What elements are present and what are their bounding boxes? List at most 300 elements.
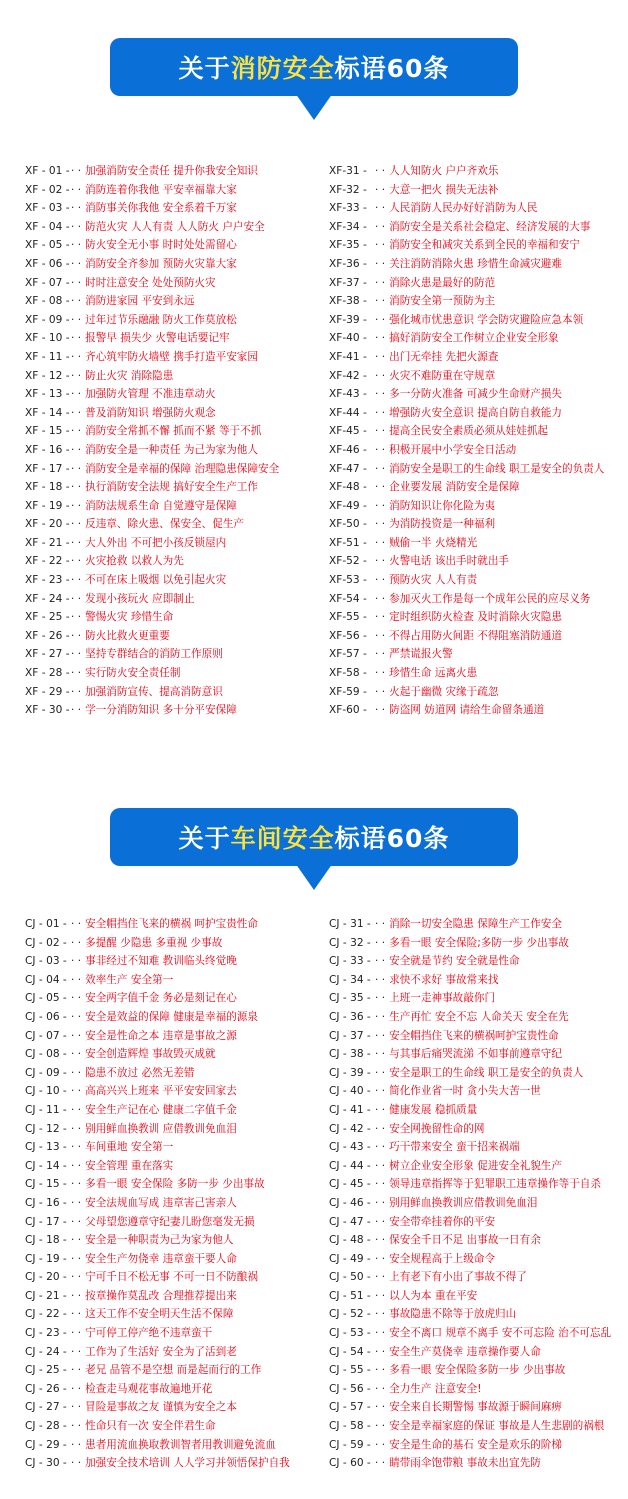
slogan-item	[25, 1120, 290, 1139]
separator-dots: · ·	[375, 1215, 386, 1228]
slogan-item	[329, 515, 604, 534]
slogan-item	[329, 441, 604, 460]
slogan-text: 多一分防火准备 可减少生命财产损失	[389, 388, 562, 401]
slogan-text: 安全管理 重在落实	[85, 1159, 174, 1172]
slogan-code: CJ - 30 -	[25, 1457, 67, 1470]
slogan-text: 防止火灾 消除隐患	[85, 369, 174, 382]
separator-dots: · ·	[71, 1345, 82, 1358]
slogan-item	[329, 199, 604, 218]
separator-dots: · ·	[375, 183, 386, 196]
slogan-text: 不可在床上吸烟 以免引起火灾	[85, 574, 227, 587]
slogan-text: 关注消防消除火患 珍惜生命减灾避难	[389, 257, 562, 270]
slogan-code: XF - 25 -	[25, 611, 70, 624]
slogan-item	[329, 1454, 611, 1473]
slogan-text: 与其事后痛哭流涕 不如事前遵章守纪	[389, 1048, 562, 1061]
slogan-code: CJ - 28 -	[25, 1420, 67, 1433]
banner-title	[110, 808, 518, 866]
slogan-item	[25, 1231, 290, 1250]
slogan-code: CJ - 37 -	[329, 1029, 371, 1042]
separator-dots: · ·	[71, 555, 82, 568]
slogan-item	[25, 311, 279, 330]
slogan-code: XF - 19 -	[25, 499, 70, 512]
slogan-item	[25, 162, 279, 181]
slogan-text: 安全网挽留性命的网	[389, 1122, 485, 1135]
slogan-text: 消防连着你我他 平安幸福靠大家	[85, 183, 237, 196]
slogan-text: 安全创造辉煌 事故毁灭成就	[85, 1048, 216, 1061]
separator-dots: · ·	[375, 1196, 386, 1209]
slogan-text: 安全是职工的生命线 职工是安全的负责人	[389, 1066, 584, 1079]
separator-dots: · ·	[71, 462, 82, 475]
slogan-item	[25, 1417, 290, 1436]
separator-dots: · ·	[71, 202, 82, 215]
slogan-text: 多提醒 少隐患 多重视 少事故	[85, 936, 223, 949]
separator-dots: · ·	[375, 1438, 386, 1451]
separator-dots: · ·	[375, 1308, 386, 1321]
separator-dots: · ·	[71, 1178, 82, 1191]
slogan-code: CJ - 29 -	[25, 1438, 67, 1451]
slogan-code: XF-32 -	[329, 183, 367, 196]
slogan-text: 反违章、除火患、保安全、促生产	[85, 518, 245, 531]
slogan-item	[25, 534, 279, 553]
slogan-text: 多看一眼 安全保险多防一步 少出事故	[389, 1364, 566, 1377]
slogan-code: XF-52 -	[329, 555, 367, 568]
separator-dots: · ·	[71, 592, 82, 605]
slogan-text: 发现小孩玩火 应即制止	[85, 592, 195, 605]
slogan-text: 宁可停工停产绝不违章蛮干	[85, 1327, 213, 1340]
slogan-item	[329, 1064, 611, 1083]
separator-dots: · ·	[71, 165, 82, 177]
separator-dots: · ·	[375, 388, 386, 401]
slogan-code: CJ - 27 -	[25, 1401, 67, 1414]
slogan-code: CJ - 36 -	[329, 1010, 371, 1023]
slogan-text: 按章操作莫乱改 合理推荐提出来	[85, 1289, 237, 1302]
slogan-item	[329, 664, 604, 683]
slogan-text: 生产再忙 安全不忘 人命关天 安全在先	[389, 1010, 569, 1023]
slogan-code: CJ - 06 -	[25, 1010, 67, 1023]
slogan-item	[329, 701, 604, 720]
slogan-code: CJ - 51 -	[329, 1289, 371, 1302]
slogan-item	[329, 1324, 611, 1343]
slogan-code: CJ - 10 -	[25, 1085, 67, 1098]
slogan-code: XF - 26 -	[25, 629, 70, 642]
separator-dots: · ·	[71, 276, 82, 289]
slogan-text: 消除火患是最好的防范	[389, 276, 496, 289]
slogan-code: CJ - 49 -	[329, 1252, 371, 1265]
separator-dots: · ·	[71, 443, 82, 456]
slogan-code: XF - 12 -	[25, 369, 70, 382]
slogan-text: 消防安全是职工的生命线 职工是安全的负责人	[389, 462, 605, 475]
slogan-code: XF-55 -	[329, 611, 367, 624]
slogan-text: 全力生产 注意安全!	[389, 1382, 482, 1395]
separator-dots: · ·	[71, 629, 82, 642]
slogan-item	[329, 915, 611, 934]
slogan-code: CJ - 58 -	[329, 1420, 371, 1433]
slogan-text: 人民消防人民办好好消防为人民	[389, 202, 538, 215]
slogan-item	[329, 590, 604, 609]
slogan-text: 消防事关你我他 安全系着千万家	[85, 202, 237, 215]
separator-dots: · ·	[375, 1271, 386, 1284]
separator-dots: · ·	[375, 704, 386, 717]
slogan-item	[329, 218, 604, 237]
separator-dots: · ·	[375, 220, 386, 233]
separator-dots: · ·	[375, 202, 386, 215]
slogan-text: 安全帽挡住飞来的横祸呵护宝贵性命	[389, 1029, 559, 1042]
slogan-code: XF-44 -	[329, 406, 367, 419]
separator-dots: · ·	[71, 183, 82, 196]
slogan-text: 火起于幽微 灾缘于疏忽	[389, 685, 499, 698]
slogan-text: 消防安全第一预防为主	[389, 295, 496, 308]
slogan-item	[25, 218, 279, 237]
separator-dots: · ·	[375, 499, 386, 512]
slogan-code: CJ - 57 -	[329, 1401, 371, 1414]
separator-dots: · ·	[71, 1048, 82, 1061]
slogan-text: 人人知防火 户户齐欢乐	[389, 165, 499, 177]
slogan-text: 企业要发展 消防安全是保障	[389, 481, 520, 494]
slogan-text: 工作为了生活好 安全为了活到老	[85, 1345, 237, 1358]
slogan-code: XF-58 -	[329, 667, 367, 680]
slogan-code: XF - 14 -	[25, 406, 70, 419]
slogan-text: 不得占用防火间距 不得阻塞消防通道	[389, 629, 562, 642]
slogan-item	[25, 441, 279, 460]
slogan-code: XF - 06 -	[25, 257, 70, 270]
slogan-code: XF-51 -	[329, 536, 367, 549]
separator-dots: · ·	[71, 518, 82, 531]
slogan-list-workshop-left	[25, 915, 290, 1473]
slogan-text: 安全生产勿侥幸 违章蛮干要人命	[85, 1252, 237, 1265]
separator-dots: · ·	[375, 481, 386, 494]
slogan-code: XF - 27 -	[25, 648, 70, 661]
separator-dots: · ·	[71, 1066, 82, 1079]
separator-dots: · ·	[71, 388, 82, 401]
separator-dots: · ·	[375, 973, 386, 986]
slogan-item	[329, 311, 604, 330]
separator-dots: · ·	[71, 667, 82, 680]
separator-dots: · ·	[375, 1029, 386, 1042]
slogan-text: 消防知识让你化险为夷	[389, 499, 496, 512]
separator-dots: · ·	[71, 1420, 82, 1433]
slogan-code: CJ - 24 -	[25, 1345, 67, 1358]
slogan-text: 效率生产 安全第一	[85, 973, 174, 986]
slogan-code: CJ - 26 -	[25, 1382, 67, 1395]
slogan-code: XF - 20 -	[25, 518, 70, 531]
slogan-code: CJ - 01 -	[25, 918, 67, 930]
slogan-item	[25, 701, 279, 720]
slogan-item	[25, 181, 279, 200]
slogan-code: CJ - 13 -	[25, 1141, 67, 1154]
slogan-item	[329, 1101, 611, 1120]
section-banner-fire	[110, 38, 518, 126]
title-prefix: 关于	[178, 54, 231, 83]
separator-dots: · ·	[71, 936, 82, 949]
slogan-code: XF - 10 -	[25, 332, 70, 345]
slogan-code: XF-37 -	[329, 276, 367, 289]
slogan-code: CJ - 04 -	[25, 973, 67, 986]
slogan-code: XF-38 -	[329, 295, 367, 308]
slogan-text: 求快不求好 事故常来找	[389, 973, 499, 986]
slogan-text: 睛带雨伞饱带粮 事故未出宜先防	[389, 1457, 541, 1470]
slogan-text: 简化作业省一时 贪小失大苦一世	[389, 1085, 541, 1098]
slogan-code: XF - 15 -	[25, 425, 70, 438]
slogan-code: XF - 04 -	[25, 220, 70, 233]
slogan-item	[329, 367, 604, 386]
slogan-text: 防火安全无小事 时时处处需留心	[85, 239, 237, 252]
slogan-code: CJ - 11 -	[25, 1103, 67, 1116]
separator-dots: · ·	[375, 955, 386, 968]
title-prefix: 关于	[178, 824, 231, 853]
slogan-text: 加强防火管理 不准违章动火	[85, 388, 216, 401]
slogan-item	[25, 1305, 290, 1324]
slogan-item	[25, 1101, 290, 1120]
slogan-item	[25, 199, 279, 218]
slogan-text: 安全生产莫侥幸 违章操作要人命	[389, 1345, 541, 1358]
slogan-text: 患者用流血换取教训智者用教训避免流血	[85, 1438, 276, 1451]
slogan-code: XF-39 -	[329, 313, 367, 326]
slogan-text: 严禁谎报火警	[389, 648, 453, 661]
slogan-item	[25, 236, 279, 255]
separator-dots: · ·	[71, 406, 82, 419]
slogan-text: 实行防火安全责任制	[85, 667, 181, 680]
separator-dots: · ·	[375, 685, 386, 698]
slogan-code: XF-43 -	[329, 388, 367, 401]
separator-dots: · ·	[71, 973, 82, 986]
slogan-text: 领导违章指挥等于犯罪职工违章操作等于自杀	[389, 1178, 601, 1191]
slogan-item	[329, 274, 604, 293]
slogan-item	[25, 478, 279, 497]
separator-dots: · ·	[375, 276, 386, 289]
slogan-text: 时时注意安全 处处预防火灾	[85, 276, 216, 289]
slogan-code: CJ - 31 -	[329, 918, 371, 930]
slogan-item	[25, 497, 279, 516]
slogan-item	[25, 385, 279, 404]
slogan-item	[329, 1194, 611, 1213]
slogan-text: 坚持专群结合的消防工作原则	[85, 648, 223, 661]
slogan-item	[25, 1343, 290, 1362]
slogan-item	[329, 989, 611, 1008]
slogan-item	[329, 181, 604, 200]
separator-dots: · ·	[375, 592, 386, 605]
separator-dots: · ·	[375, 1234, 386, 1247]
separator-dots: · ·	[375, 462, 386, 475]
slogan-code: XF-56 -	[329, 629, 367, 642]
slogan-code: CJ - 20 -	[25, 1271, 67, 1284]
separator-dots: · ·	[375, 1289, 386, 1302]
slogan-code: CJ - 38 -	[329, 1048, 371, 1061]
slogan-item	[329, 1120, 611, 1139]
slogan-text: 定时组织防火检查 及时消除火灾隐患	[389, 611, 562, 624]
separator-dots: · ·	[375, 1103, 386, 1116]
slogan-code: XF-53 -	[329, 574, 367, 587]
separator-dots: · ·	[71, 1029, 82, 1042]
separator-dots: · ·	[375, 1345, 386, 1358]
slogan-code: XF-40 -	[329, 332, 367, 345]
slogan-item	[25, 422, 279, 441]
separator-dots: · ·	[71, 313, 82, 326]
separator-dots: · ·	[71, 1159, 82, 1172]
slogan-item	[329, 552, 604, 571]
slogan-item	[25, 934, 290, 953]
slogan-code: CJ - 08 -	[25, 1048, 67, 1061]
slogan-item	[25, 1287, 290, 1306]
separator-dots: · ·	[375, 1401, 386, 1414]
slogan-code: CJ - 09 -	[25, 1066, 67, 1079]
slogan-code: CJ - 48 -	[329, 1234, 371, 1247]
slogan-code: XF-34 -	[329, 220, 367, 233]
slogan-code: CJ - 03 -	[25, 955, 67, 968]
slogan-code: XF-48 -	[329, 481, 367, 494]
slogan-text: 安全是幸福家庭的保证 事故是人生悲剧的祸根	[389, 1420, 605, 1433]
separator-dots: · ·	[375, 257, 386, 270]
slogan-text: 事故隐患不除等于放虎归山	[389, 1308, 517, 1321]
slogan-item	[25, 1250, 290, 1269]
banner-arrow	[293, 90, 335, 120]
separator-dots: · ·	[71, 1438, 82, 1451]
slogan-item	[329, 1213, 611, 1232]
separator-dots: · ·	[71, 1457, 82, 1470]
slogan-text: 多看一眼 安全保险 多防一步 少出事故	[85, 1178, 265, 1191]
slogan-code: CJ - 17 -	[25, 1215, 67, 1228]
slogan-item	[329, 1027, 611, 1046]
slogan-text: 防盗网 妨道网 请给生命留条通道	[389, 704, 545, 717]
slogan-item	[329, 404, 604, 423]
slogan-text: 别用鲜血换教训应借教训免血泪	[389, 1196, 538, 1209]
separator-dots: · ·	[71, 295, 82, 308]
slogan-text: 搞好消防安全工作树立企业安全形象	[389, 332, 559, 345]
slogan-text: 加强消防安全责任 提升你我安全知识	[85, 165, 258, 177]
slogan-item	[329, 1380, 611, 1399]
slogan-code: CJ - 56 -	[329, 1382, 371, 1395]
slogan-item	[329, 292, 604, 311]
slogan-item	[25, 683, 279, 702]
slogan-text: 隐患不放过 必然无差错	[85, 1066, 195, 1079]
slogan-text: 消防安全是幸福的保障 治理隐患保障安全	[85, 462, 280, 475]
slogan-text: 强化城市忧患意识 学会防灾避险应急本领	[389, 313, 584, 326]
separator-dots: · ·	[71, 1252, 82, 1265]
separator-dots: · ·	[71, 1122, 82, 1135]
slogan-code: XF - 05 -	[25, 239, 70, 252]
slogan-code: CJ - 44 -	[329, 1159, 371, 1172]
slogan-text: 安全就是节约 安全就是性命	[389, 955, 520, 968]
separator-dots: · ·	[71, 1327, 82, 1340]
slogan-item	[25, 1380, 290, 1399]
slogan-code: CJ - 45 -	[329, 1178, 371, 1191]
slogan-item	[25, 1027, 290, 1046]
slogan-text: 以人为本 重在平安	[389, 1289, 478, 1302]
slogan-code: XF - 23 -	[25, 574, 70, 587]
slogan-code: CJ - 54 -	[329, 1345, 371, 1358]
slogan-code: XF - 22 -	[25, 555, 70, 568]
separator-dots: · ·	[71, 1215, 82, 1228]
slogan-text: 火灾不难防重在守规章	[389, 369, 496, 382]
slogan-item	[329, 236, 604, 255]
slogan-text: 大人外出 不可把小孩反锁屋内	[85, 536, 227, 549]
slogan-item	[25, 1213, 290, 1232]
separator-dots: · ·	[375, 239, 386, 252]
separator-dots: · ·	[375, 1010, 386, 1023]
slogan-code: CJ - 19 -	[25, 1252, 67, 1265]
slogan-item	[25, 552, 279, 571]
slogan-code: XF-42 -	[329, 369, 367, 382]
slogan-item	[329, 1398, 611, 1417]
slogan-code: XF-59 -	[329, 685, 367, 698]
separator-dots: · ·	[71, 1234, 82, 1247]
slogan-code: CJ - 52 -	[329, 1308, 371, 1321]
separator-dots: · ·	[71, 1289, 82, 1302]
separator-dots: · ·	[375, 918, 386, 930]
slogan-code: XF - 17 -	[25, 462, 70, 475]
separator-dots: · ·	[71, 704, 82, 717]
slogan-item	[329, 1138, 611, 1157]
slogan-text: 火灾抢救 以救人为先	[85, 555, 184, 568]
slogan-code: CJ - 02 -	[25, 936, 67, 949]
slogan-text: 这天工作不安全明天生活不保障	[85, 1308, 234, 1321]
slogan-item	[329, 1231, 611, 1250]
slogan-text: 安全是生命的基石 安全是欢乐的阶梯	[389, 1438, 562, 1451]
slogan-code: XF-36 -	[329, 257, 367, 270]
slogan-item	[329, 1008, 611, 1027]
slogan-item	[329, 571, 604, 590]
slogan-code: XF - 08 -	[25, 295, 70, 308]
separator-dots: · ·	[375, 1420, 386, 1433]
slogan-code: CJ - 25 -	[25, 1364, 67, 1377]
slogan-text: 报警早 损失少 火警电话要记牢	[85, 332, 230, 345]
slogan-text: 加强消防宣传、提高消防意识	[85, 685, 223, 698]
slogan-item	[329, 460, 604, 479]
slogan-text: 火警电话 该出手时就出手	[389, 555, 510, 568]
slogan-text: 车间重地 安全第一	[85, 1141, 174, 1154]
slogan-item	[25, 571, 279, 590]
separator-dots: · ·	[71, 992, 82, 1005]
slogan-code: CJ - 60 -	[329, 1457, 371, 1470]
slogan-code: XF - 01 -	[25, 165, 70, 177]
slogan-code: CJ - 55 -	[329, 1364, 371, 1377]
slogan-item	[329, 1417, 611, 1436]
separator-dots: · ·	[71, 1141, 82, 1154]
slogan-item	[329, 934, 611, 953]
slogan-item	[329, 608, 604, 627]
slogan-text: 积极开展中小学安全日活动	[389, 443, 517, 456]
slogan-item	[329, 952, 611, 971]
slogan-text: 齐心筑牢防火墙壁 携手打造平安家园	[85, 350, 258, 363]
slogan-text: 过年过节乐融融 防火工作莫放松	[85, 313, 237, 326]
slogan-code: CJ - 18 -	[25, 1234, 67, 1247]
title-highlight: 消防安全	[230, 54, 335, 83]
slogan-item	[329, 627, 604, 646]
slogan-code: CJ - 22 -	[25, 1308, 67, 1321]
separator-dots: · ·	[71, 1308, 82, 1321]
slogan-code: XF - 13 -	[25, 388, 70, 401]
slogan-item	[329, 534, 604, 553]
slogan-text: 安全法规血写成 违章害己害亲人	[85, 1196, 237, 1209]
slogan-item	[25, 664, 279, 683]
separator-dots: · ·	[375, 574, 386, 587]
slogan-item	[329, 1157, 611, 1176]
slogan-code: CJ - 59 -	[329, 1438, 371, 1451]
separator-dots: · ·	[375, 648, 386, 661]
separator-dots: · ·	[375, 611, 386, 624]
slogan-code: CJ - 43 -	[329, 1141, 371, 1154]
slogan-item	[25, 1398, 290, 1417]
slogan-item	[25, 1008, 290, 1027]
slogan-code: CJ - 33 -	[329, 955, 371, 968]
slogan-code: XF-33 -	[329, 202, 367, 215]
slogan-text: 珍惜生命 远离火患	[389, 667, 478, 680]
separator-dots: · ·	[375, 555, 386, 568]
slogan-item	[25, 404, 279, 423]
slogan-item	[25, 1045, 290, 1064]
slogan-code: XF-31 -	[329, 165, 367, 177]
slogan-item	[329, 1082, 611, 1101]
separator-dots: · ·	[71, 350, 82, 363]
